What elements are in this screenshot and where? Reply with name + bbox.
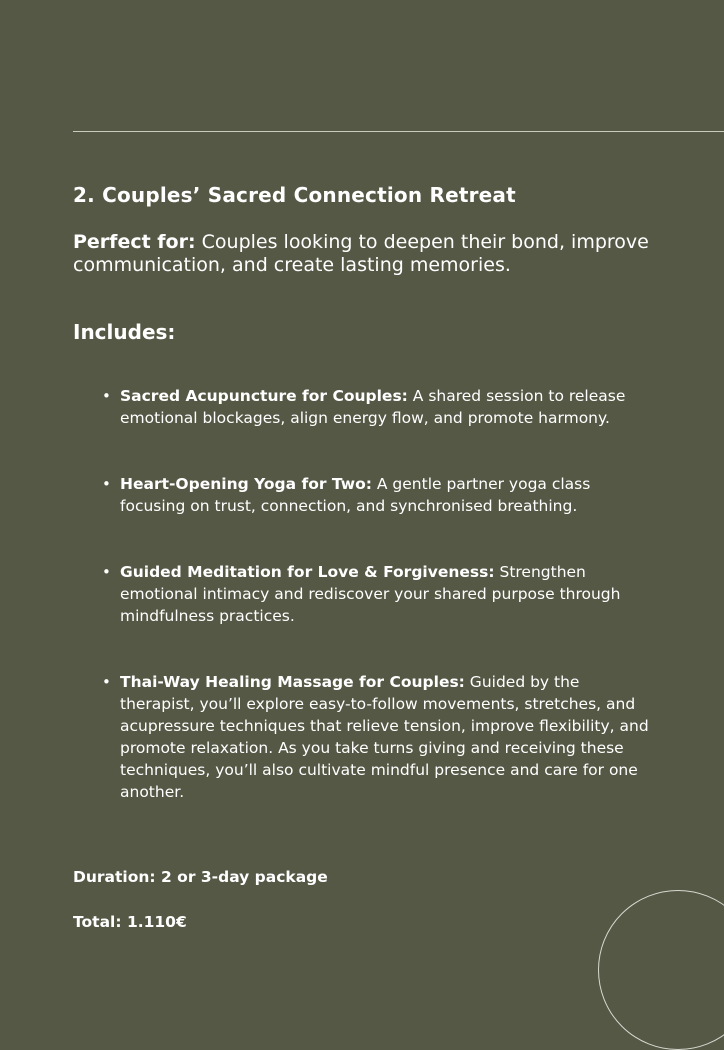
list-item [73, 473, 655, 517]
bullet-icon: • [102, 673, 111, 691]
perfect-for-text: Couples looking to deepen their bond, improve communication, and create lasting memories. [73, 231, 649, 276]
perfect-for-paragraph [73, 231, 673, 277]
bullet-icon: • [102, 387, 111, 405]
list-item [73, 671, 655, 803]
duration-text: Duration: 2 or 3-day package [73, 868, 328, 886]
list-item-text: A shared session to release emotional blockages, align energy flow, and promote harmony. [120, 387, 626, 427]
includes-list [73, 385, 673, 847]
list-item-text: A gentle partner yoga class focusing on trust, connection, and synchronised breathing. [120, 475, 591, 515]
list-item-title: Sacred Acupuncture for Couples: [120, 387, 408, 405]
bullet-icon: • [102, 475, 111, 493]
list-item-text: Guided by the therapist, you’ll explore easy-to-follow movements, stretches, and acupressure techniques that relieve tension, improve flexibility, and promote relaxation. As you take turns giving and receiving these techniques, you’ll also cultivate mindful presence and care for one another. [120, 673, 649, 801]
list-item-title: Guided Meditation for Love & Forgiveness: [120, 563, 495, 581]
decorative-circle [598, 890, 724, 1050]
perfect-for-label: Perfect for: [73, 231, 196, 253]
list-item [73, 561, 655, 627]
includes-heading: Includes: [73, 320, 176, 344]
list-item-title: Heart-Opening Yoga for Two: [120, 475, 372, 493]
list-item-title: Thai-Way Healing Massage for Couples: [120, 673, 465, 691]
bullet-icon: • [102, 563, 111, 581]
list-item [73, 385, 655, 429]
total-price: Total: 1.110€ [73, 913, 187, 931]
list-item-text: Strengthen emotional intimacy and rediscover your shared purpose through mindfulness practices. [120, 563, 621, 625]
section-title: 2. Couples’ Sacred Connection Retreat [73, 183, 516, 207]
top-divider [73, 131, 724, 132]
